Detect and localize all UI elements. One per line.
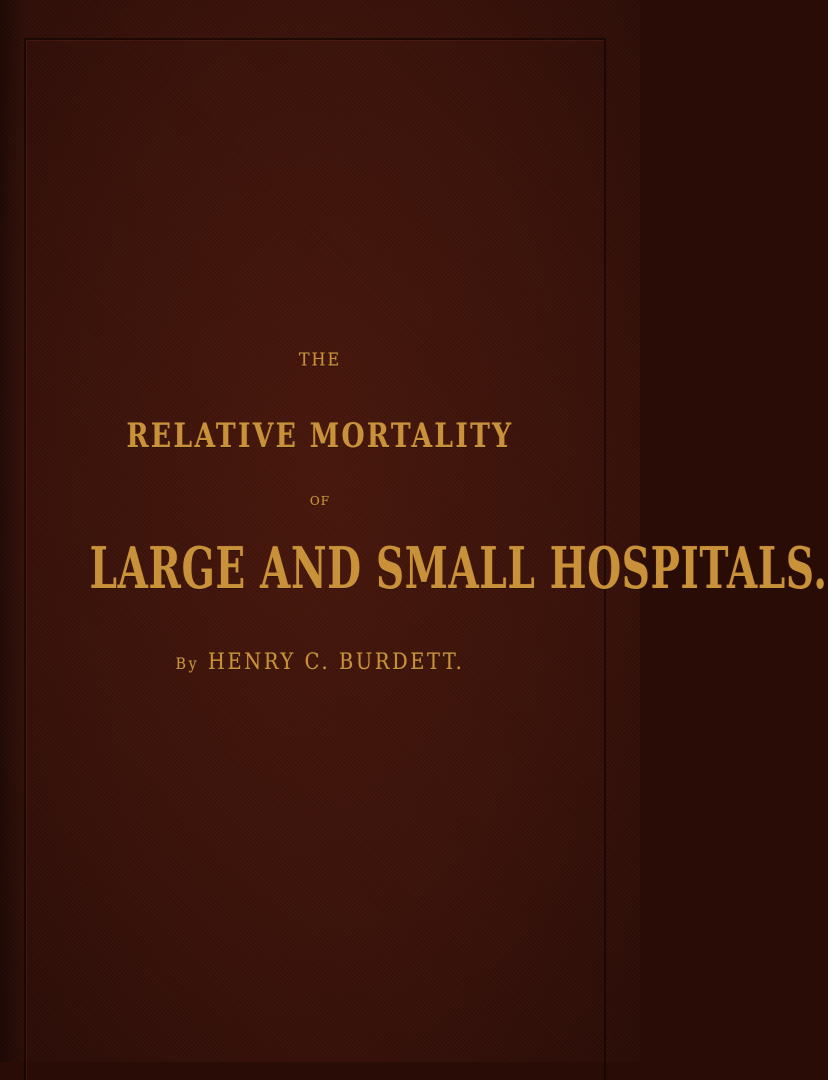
spine-shadow (0, 0, 24, 1062)
title-line-2: LARGE AND SMALL HOSPITALS. (89, 534, 828, 602)
title-line-1: RELATIVE MORTALITY (126, 416, 514, 456)
author-prefix: By (175, 654, 200, 673)
author-line (38, 650, 601, 675)
author-name: HENRY C. BURDETT. (207, 650, 465, 675)
title-article: THE (298, 349, 342, 370)
title-connector: OF (309, 494, 331, 508)
